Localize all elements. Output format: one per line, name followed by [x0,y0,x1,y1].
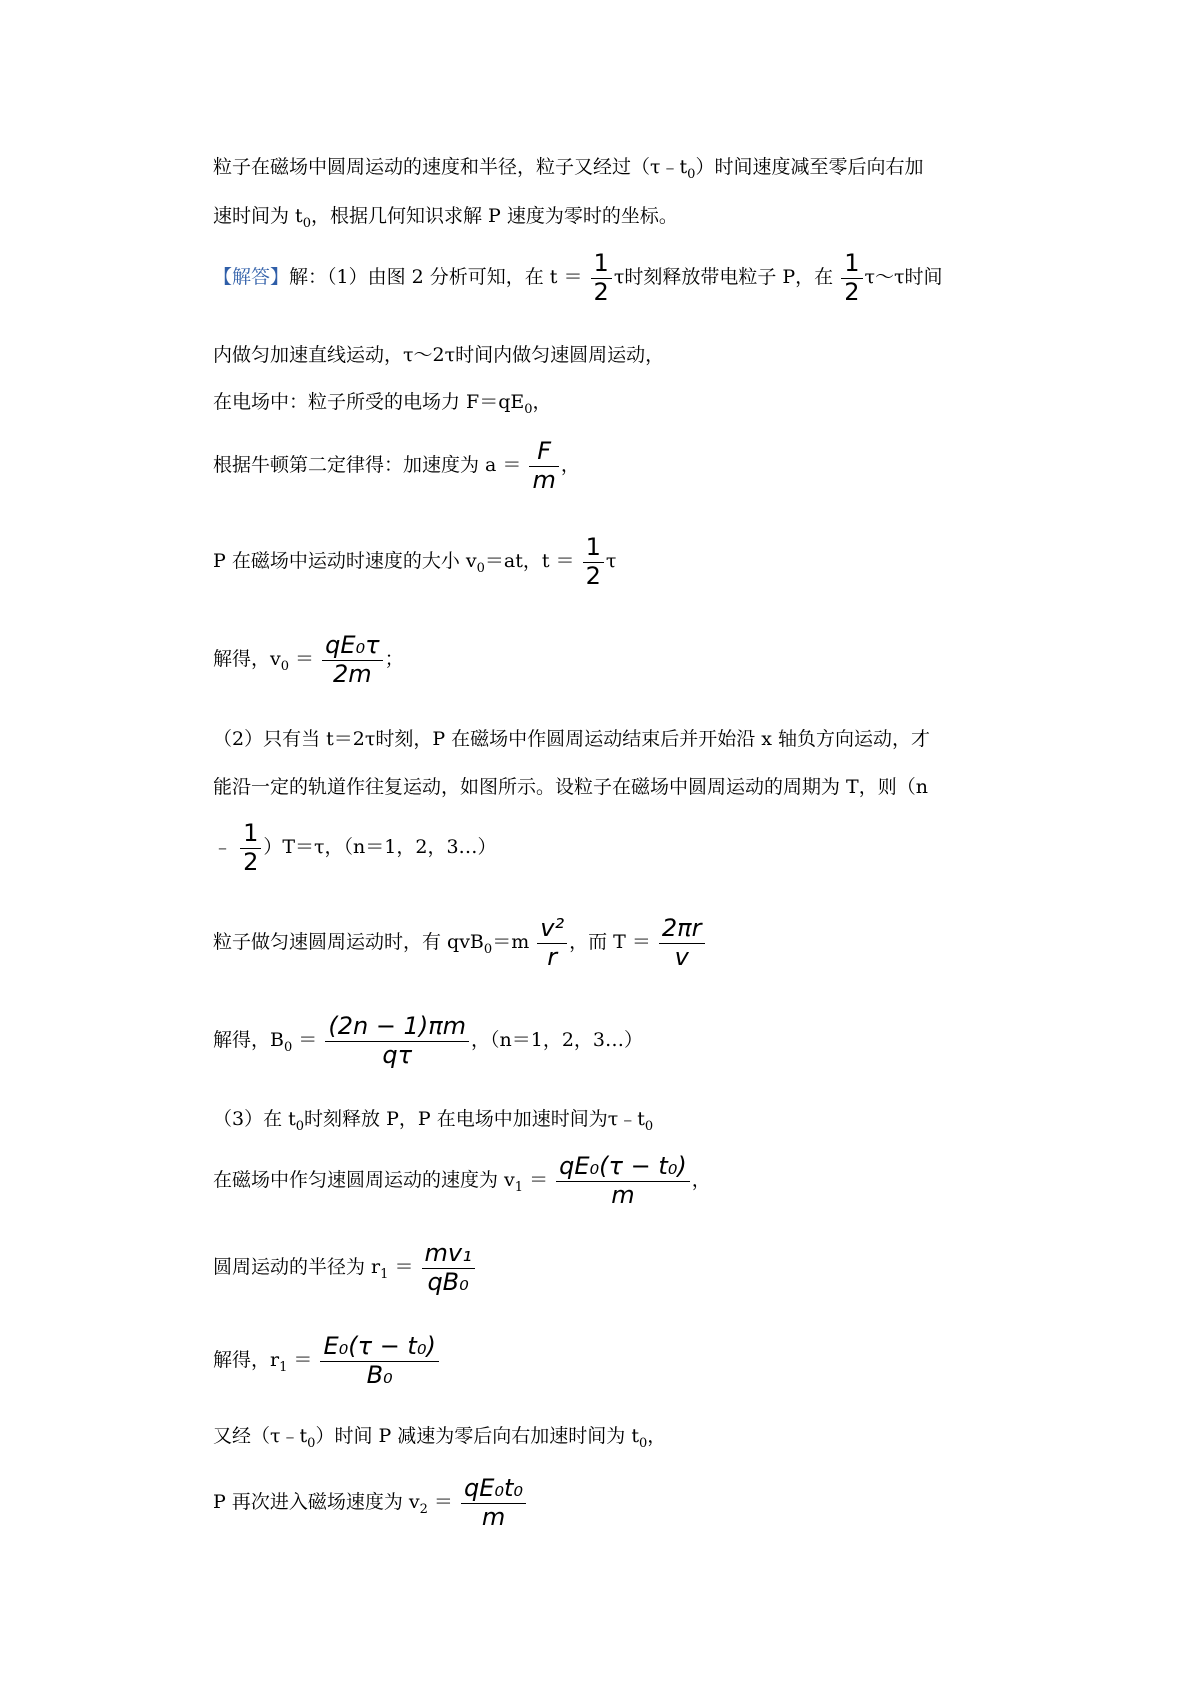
answer-line-12: （3）在 $t_0$时刻释放 P，P 在电场中加速时间为$\tau﹣t_0$ [213,1108,654,1134]
fraction-F-over-m: $\frac{F}{m}$ [529,438,558,494]
fraction-period: $\frac{2\pi r}{v}$ [659,915,705,971]
answer-line-16: 又经$(\tau﹣t_0)$时间 P 减速为零后向右加速时间为 $t_0$， [213,1425,667,1451]
answer-line-8: 能沿一定的轨道作往复运动，如图所示。设粒子在磁场中圆周运动的周期为 T，则（n [213,776,928,798]
fraction-half: $\frac{1}{2}$ [591,250,612,306]
fraction-v1: $\frac{\text{qE₀(τ − t₀)}}{m}$ [556,1153,690,1209]
fraction-v2-over-r: $\frac{\text{v²}}{r}$ [537,915,567,971]
answer-line-3: 在电场中：粒子所受的电场力 $F=qE_0$， [213,391,552,417]
fraction-half: $\frac{1}{2}$ [841,250,862,306]
answer-line-2: 内做匀加速直线运动，τ～2τ时间内做匀速圆周运动， [213,344,665,366]
answer-line-1: 【解答】解：（1）由图 2 分析可知，在 t ＝ $\frac{1}{2}$ τ时刻释放带电粒子 P，在 $\frac{1}{2}$ τ～τ时间 [213,249,943,306]
answer-line-14: 圆周运动的半径为 $r_1$ ＝ $\frac{\text{mv₁}}{\text{qB₀}}$ [213,1240,477,1296]
answer-line-15: 解得，$r_1$ ＝ $\frac{\text{E₀(τ − t₀)}}{\text{B₀}}$ [213,1333,441,1389]
fraction-v0: $\frac{\text{qE₀τ}}{2m}$ [322,632,382,688]
answer-line-11: 解得，$B_0$ ＝ $\frac{(2n - 1)\pi m}{q\tau}$ ，（n＝1，2，3…） [213,1012,644,1069]
answer-tag: 【解答】 [213,266,290,289]
fraction-v2: $\frac{\text{qE₀t₀}}{m}$ [461,1475,526,1531]
answer-line-10: 粒子做匀速圆周运动时，有 qvB$_0$＝m $\frac{\text{v²}}{r}$ ，而 T ＝ $\frac{2\pi r}{v}$ [213,915,707,971]
fraction-r1: $\frac{\text{mv₁}}{\text{qB₀}}$ [422,1240,475,1296]
answer-line-17: P 再次进入磁场速度为 $v_2$ ＝ $\frac{\text{qE₀t₀}}{m}$ [213,1475,528,1531]
fraction-r1-result: $\frac{\text{E₀(τ − t₀)}}{\text{B₀}}$ [320,1333,438,1389]
answer-line-9: ﹣ $\frac{1}{2}$ ）T＝τ，（n＝1，2，3…） [213,819,497,876]
fraction-B0: $\frac{(2n - 1)\pi m}{q\tau}$ [325,1013,469,1069]
answer-line-13: 在磁场中作匀速圆周运动的速度为 $v_1$ ＝ $\frac{\text{qE₀(τ − t₀)}}{m}$ ， [213,1152,711,1209]
paragraph-line-2: 速时间为 $t_0$，根据几何知识求解 P 速度为零时的坐标。 [213,205,678,231]
fraction-half: $\frac{1}{2}$ [583,534,604,590]
answer-line-4: 根据牛顿第二定律得：加速度为 a ＝ $\frac{F}{m}$ ， [213,437,580,494]
answer-line-5: P 在磁场中运动时速度的大小 $v_0=at$，t ＝ $\frac{1}{2}$ τ [213,533,617,590]
fraction-half: $\frac{1}{2}$ [240,820,261,876]
paragraph-line-1: 粒子在磁场中圆周运动的速度和半径，粒子又经过$(\tau﹣t_0)$时间速度减至零后向右加 [213,156,924,182]
answer-line-6: 解得，$v_0$ ＝ $\frac{\text{qE₀τ}}{2m}$ ； [213,631,404,688]
answer-line-7: （2）只有当 t＝2τ时刻，P 在磁场中作圆周运动结束后并开始沿 x 轴负方向运动，才 [213,728,930,750]
